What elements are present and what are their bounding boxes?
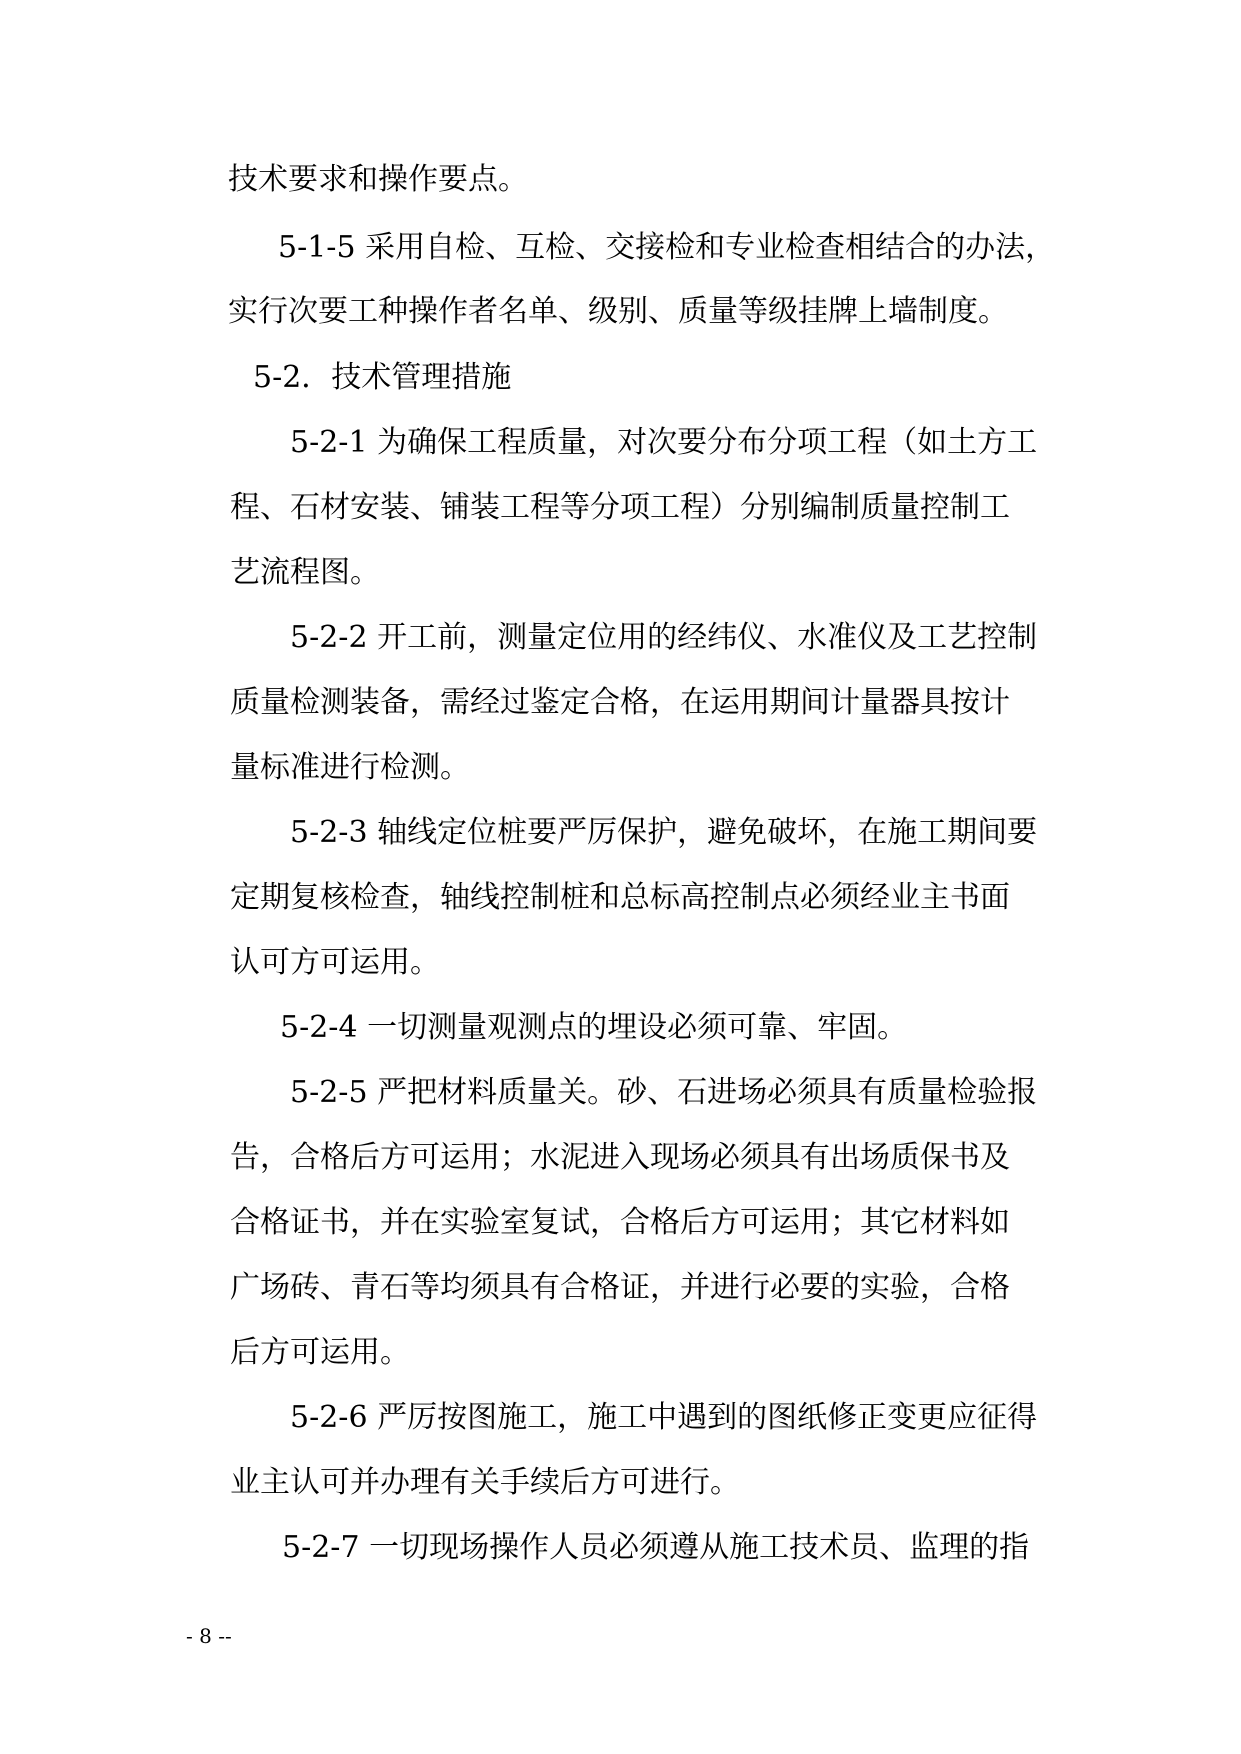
text-line-2: 5-1-5 采用自检、互检、交接检和专业检查相结合的办法， <box>278 230 1056 265</box>
text-line-10: 量标准进行检测。 <box>230 750 470 785</box>
text-line-20: 5-2-6 严厉按图施工，施工中遇到的图纸修正变更应征得 <box>290 1400 1038 1435</box>
text-line-7: 艺流程图。 <box>230 555 380 590</box>
text-line-18: 广场砖、青石等均须具有合格证，并进行必要的实验，合格 <box>230 1270 1010 1305</box>
text-line-9: 质量检测装备，需经过鉴定合格，在运用期间计量器具按计 <box>230 685 1010 720</box>
text-line-17: 合格证书，并在实验室复试，合格后方可运用；其它材料如 <box>230 1205 1010 1240</box>
text-line-21: 业主认可并办理有关手续后方可进行。 <box>230 1465 740 1500</box>
text-line-19: 后方可运用。 <box>230 1335 410 1370</box>
text-line-5: 5-2-1 为确保工程质量，对次要分布分项工程（如土方工 <box>290 425 1038 460</box>
text-line-11: 5-2-3 轴线定位桩要严厉保护，避免破坏，在施工期间要 <box>290 815 1038 850</box>
page-number: - 8 -- <box>186 1624 232 1648</box>
text-line-15: 5-2-5 严把材料质量关。砂、石进场必须具有质量检验报 <box>290 1075 1038 1110</box>
text-line-22: 5-2-7 一切现场操作人员必须遵从施工技术员、监理的指 <box>282 1530 1030 1565</box>
text-line-6: 程、石材安装、铺装工程等分项工程）分别编制质量控制工 <box>230 490 1010 525</box>
text-line-3: 实行次要工种操作者名单、级别、质量等级挂牌上墙制度。 <box>228 294 1008 329</box>
text-line-8: 5-2-2 开工前，测量定位用的经纬仪、水准仪及工艺控制 <box>290 620 1038 655</box>
text-line-12: 定期复核检查，轴线控制桩和总标高控制点必须经业主书面 <box>230 880 1010 915</box>
text-line-16: 告，合格后方可运用；水泥进入现场必须具有出场质保书及 <box>230 1140 1010 1175</box>
text-line-1: 技术要求和操作要点。 <box>228 162 528 197</box>
text-line-14: 5-2-4 一切测量观测点的埋设必须可靠、牢固。 <box>280 1010 908 1045</box>
section-heading: 5-2．技术管理措施 <box>253 360 512 395</box>
text-line-13: 认可方可运用。 <box>230 945 440 980</box>
